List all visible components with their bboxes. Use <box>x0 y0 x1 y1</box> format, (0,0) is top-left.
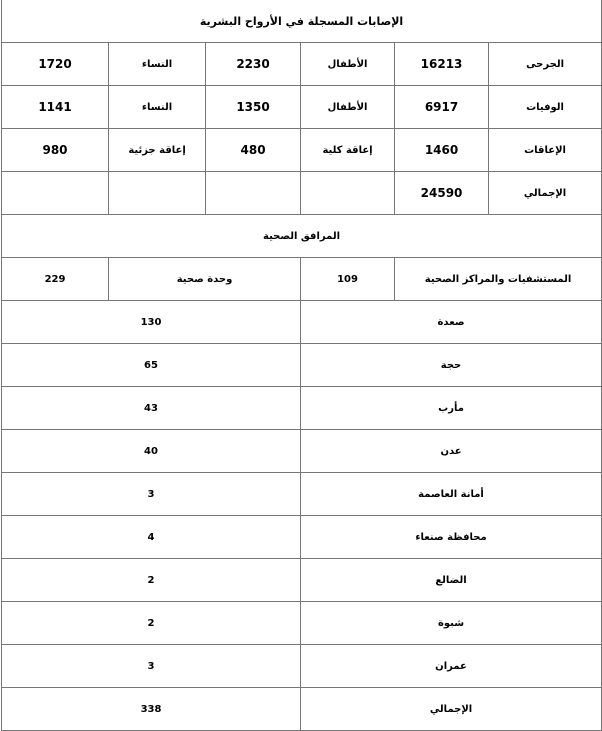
facilities-total-label: الإجمالي <box>301 688 602 731</box>
governorate-value: 2 <box>2 602 301 645</box>
governorate-value: 4 <box>2 516 301 559</box>
governorate-row <box>2 559 602 602</box>
empty-cell <box>206 172 301 215</box>
governorate-row <box>2 645 602 688</box>
row-label: النساء <box>109 43 206 86</box>
table-row <box>2 172 602 215</box>
governorate-name: شبوة <box>301 602 602 645</box>
empty-cell <box>109 172 206 215</box>
governorate-name: حجة <box>301 344 602 387</box>
cell-value: 1141 <box>2 86 109 129</box>
governorate-name: مأرب <box>301 387 602 430</box>
hospitals-value: 109 <box>301 258 395 301</box>
table-row <box>2 43 602 86</box>
governorate-name: الضالع <box>301 559 602 602</box>
injuries-title: الإصابات المسجلة في الأرواح البشرية <box>2 0 602 43</box>
cell-value: 6917 <box>395 86 489 129</box>
hospitals-label: المستشفيات والمراكز الصحية <box>395 258 602 301</box>
table-row <box>2 86 602 129</box>
governorate-value: 43 <box>2 387 301 430</box>
row-label: الإعاقات <box>489 129 602 172</box>
governorate-row <box>2 387 602 430</box>
casualties-facilities-table <box>1 0 602 731</box>
row-label: الجرحى <box>489 43 602 86</box>
governorate-name: أمانة العاصمة <box>301 473 602 516</box>
governorate-row <box>2 301 602 344</box>
cell-value: 1460 <box>395 129 489 172</box>
governorate-name: محافظة صنعاء <box>301 516 602 559</box>
cell-value: 2230 <box>206 43 301 86</box>
row-label: إعاقة جزئية <box>109 129 206 172</box>
empty-cell <box>2 172 109 215</box>
grand-total-label: الإجمالي <box>489 172 602 215</box>
table-row <box>2 258 602 301</box>
governorate-row <box>2 602 602 645</box>
governorate-name: صعدة <box>301 301 602 344</box>
cell-value: 16213 <box>395 43 489 86</box>
governorate-row <box>2 430 602 473</box>
units-label: وحدة صحية <box>109 258 301 301</box>
row-label: الوفيات <box>489 86 602 129</box>
table-row <box>2 129 602 172</box>
governorate-name: عمران <box>301 645 602 688</box>
governorate-value: 65 <box>2 344 301 387</box>
governorate-value: 2 <box>2 559 301 602</box>
facilities-title: المرافق الصحية <box>2 215 602 258</box>
cell-value: 1720 <box>2 43 109 86</box>
governorate-value: 40 <box>2 430 301 473</box>
row-label: النساء <box>109 86 206 129</box>
governorate-value: 130 <box>2 301 301 344</box>
table-row <box>2 688 602 731</box>
facilities-total-value: 338 <box>2 688 301 731</box>
governorate-row <box>2 473 602 516</box>
governorate-value: 3 <box>2 473 301 516</box>
governorate-value: 3 <box>2 645 301 688</box>
cell-value: 480 <box>206 129 301 172</box>
governorate-row <box>2 344 602 387</box>
cell-value: 1350 <box>206 86 301 129</box>
grand-total-value: 24590 <box>395 172 489 215</box>
row-label: إعاقة كلية <box>301 129 395 172</box>
empty-cell <box>301 172 395 215</box>
units-value: 229 <box>2 258 109 301</box>
row-label: الأطفال <box>301 86 395 129</box>
row-label: الأطفال <box>301 43 395 86</box>
governorate-name: عدن <box>301 430 602 473</box>
governorate-row <box>2 516 602 559</box>
cell-value: 980 <box>2 129 109 172</box>
